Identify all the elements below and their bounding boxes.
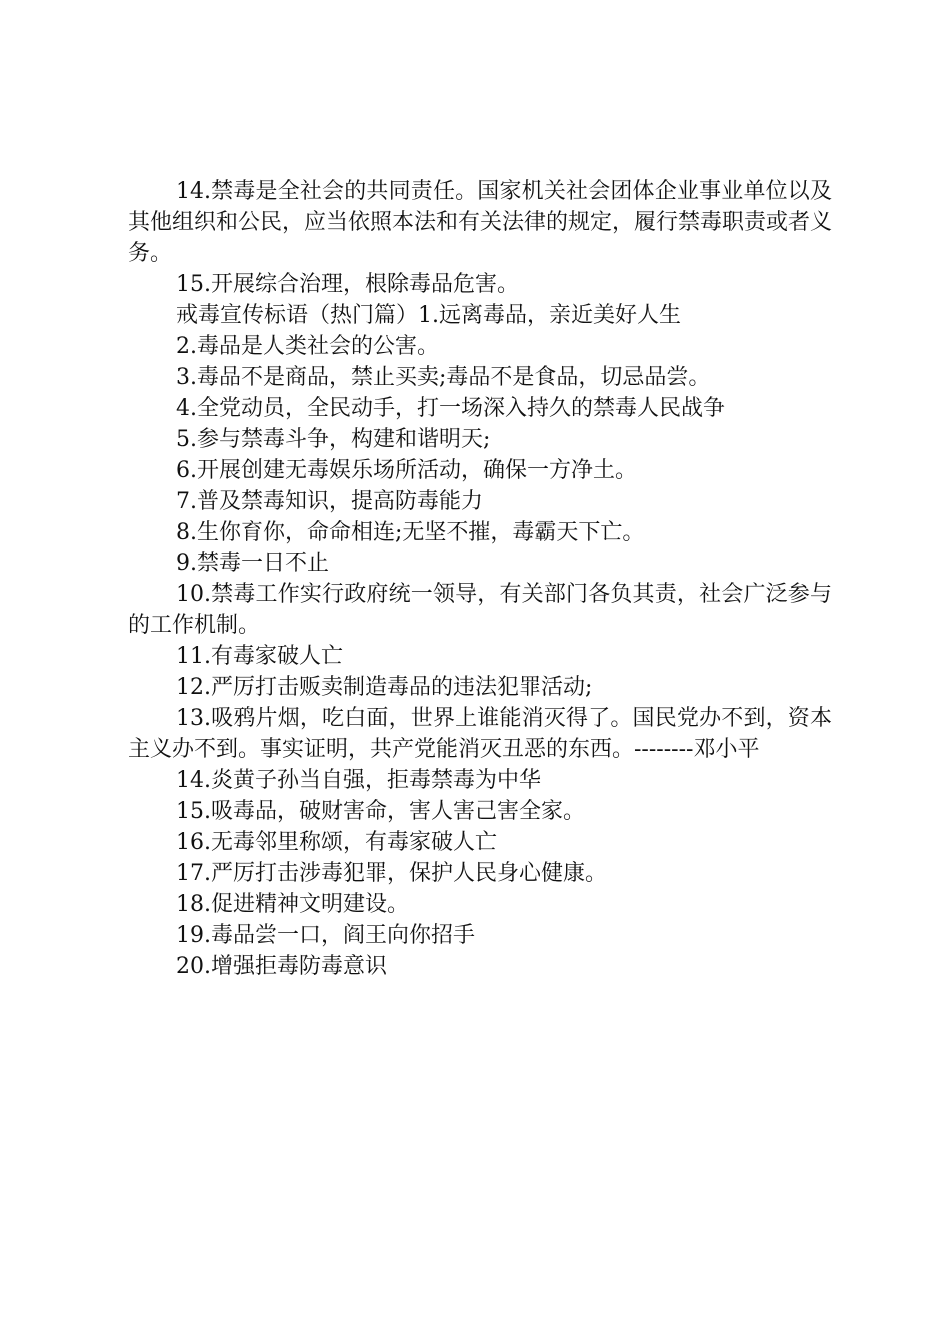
- paragraph-4: 2.毒品是人类社会的公害。: [176, 334, 439, 359]
- paragraph-15: 13.吸鸦片烟，吃白面，世界上谁能消灭得了。国民党办不到，资本主义办不到。事实证明，共产党能消灭丑恶的东西。--------邓小平: [128, 706, 832, 762]
- paragraph-13: 11.有毒家破人亡: [176, 644, 343, 669]
- paragraph-7: 5.参与禁毒斗争，构建和谐明天;: [176, 427, 491, 452]
- paragraph-19: 17.严厉打击涉毒犯罪，保护人民身心健康。: [176, 861, 607, 886]
- paragraph-9: 7.普及禁毒知识，提高防毒能力: [176, 489, 483, 514]
- paragraph-2: 15.开展综合治理，根除毒品危害。: [176, 272, 519, 297]
- paragraph-12: 10.禁毒工作实行政府统一领导，有关部门各负其责，社会广泛参与的工作机制。: [128, 582, 832, 638]
- paragraph-8: 6.开展创建无毒娱乐场所活动，确保一方净土。: [176, 458, 637, 483]
- paragraph-6: 4.全党动员，全民动手，打一场深入持久的禁毒人民战争: [176, 396, 725, 421]
- paragraph-20: 18.促进精神文明建设。: [176, 892, 409, 917]
- paragraph-5: 3.毒品不是商品，禁止买卖;毒品不是食品，切忌品尝。: [176, 365, 711, 390]
- document-body: [128, 176, 832, 982]
- paragraph-11: 9.禁毒一日不止: [176, 551, 329, 576]
- paragraph-10: 8.生你育你，命命相连;无坚不摧，毒霸天下亡。: [176, 520, 645, 545]
- paragraph-1: 14.禁毒是全社会的共同责任。国家机关社会团体企业事业单位以及其他组织和公民，应当依照本法和有关法律的规定，履行禁毒职责或者义务。: [128, 179, 833, 266]
- paragraph-22: 20.增强拒毒防毒意识: [176, 954, 387, 979]
- paragraph-3: 戒毒宣传标语（热门篇）1.远离毒品，亲近美好人生: [176, 303, 681, 328]
- paragraph-16: 14.炎黄子孙当自强，拒毒禁毒为中华: [176, 768, 541, 793]
- paragraph-17: 15.吸毒品，破财害命，害人害己害全家。: [176, 799, 585, 824]
- paragraph-21: 19.毒品尝一口，阎王向你招手: [176, 923, 475, 948]
- paragraph-18: 16.无毒邻里称颂，有毒家破人亡: [176, 830, 497, 855]
- paragraph-14: 12.严厉打击贩卖制造毒品的违法犯罪活动;: [176, 675, 593, 700]
